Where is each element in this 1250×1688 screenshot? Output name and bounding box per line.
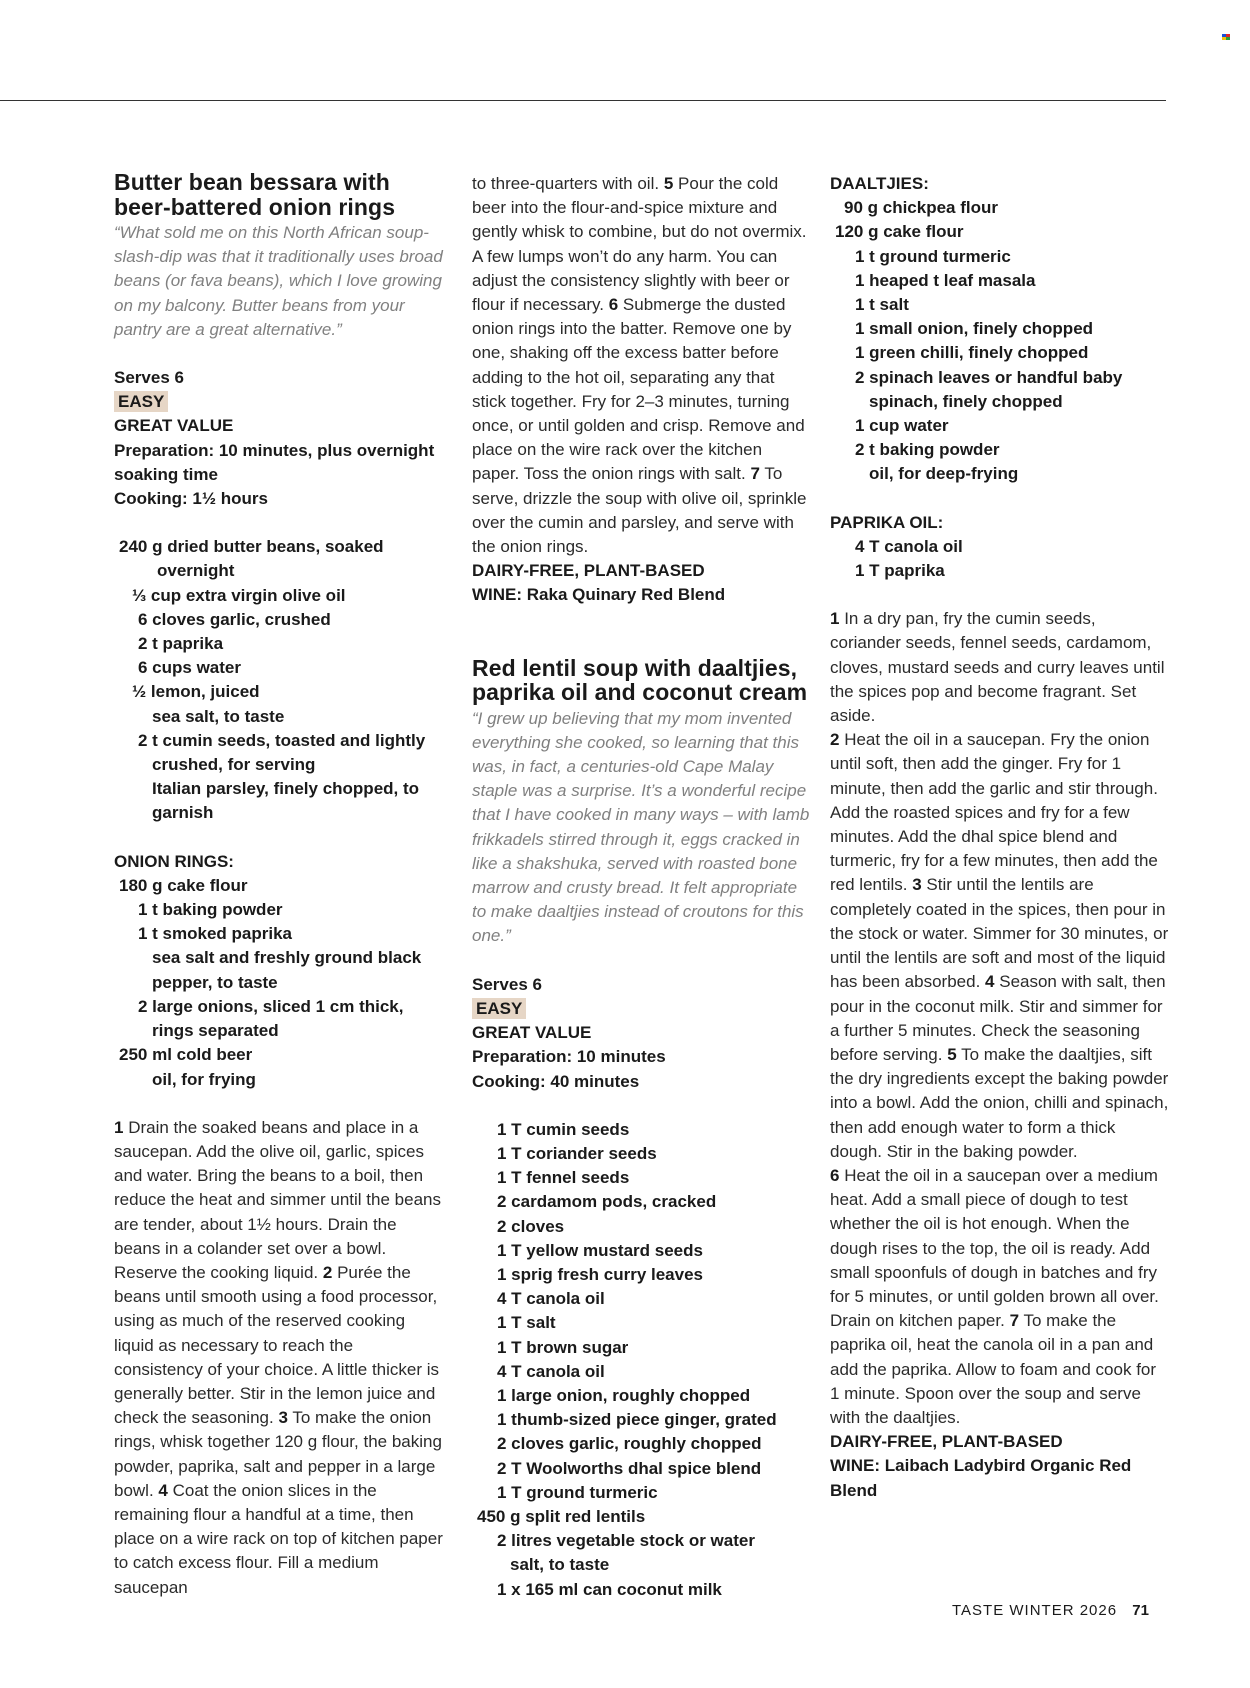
- recipe2-title: Red lentil soup with daaltjies, paprika oil and coconut cream: [472, 654, 808, 706]
- recipe2-intro: “I grew up believing that my mom invented everything she cooked, so learning that this was, in fact, a centuries-old Cape Malay staple was a surprise. It’s a wonderful recipe that I have cooked in many ways – with lamb frikkadels stirred through it, eggs cracked in like a shakshuka, served with roasted bone marrow and crusty bread. It felt appropriate to make daaltjies instead of croutons for this one.”: [472, 708, 810, 946]
- ingredient-item: 1 t ground turmeric: [855, 246, 1011, 266]
- ingredient-item: 2 large onions, sliced 1 cm thick, rings separated: [138, 996, 404, 1041]
- ingredient-item: oil, for deep-frying: [869, 464, 1019, 484]
- recipe2-method: 1 In a dry pan, fry the cumin seeds, coriander seeds, fennel seeds, cardamom, cloves, mustard seeds and curry leaves until the spices pop and become fragrant. Set aside. 2 Heat the oil in a saucepan. Fry the onion until soft, then add the ginger. Fry for 1 minute, then add the garlic and stir through. Add the roasted spices and fry for a few minutes. Add the dhal spice blend and turmeric, fry for a few minutes, then add the red lentils. 3 Stir until the lentils are completely coated in the spices, then pour in the stock or water. Simmer for 30 minutes, or until the lentils are soft and most of the liquid has been absorbed. 4 Season with salt, then pour in the coconut milk. Stir and simmer for a further 5 minutes. Check the seasoning before serving. 5 To make the daaltjies, sift the dry ingredients except the baking powder into a bowl. Add the onion, chilli and spinach, then add enough water to form a thick dough. Stir in the baking powder. 6 Heat the oil in a saucepan over a medium heat. Add a small piece of dough to test whether the oil is hot enough. When the dough rises to the top, the oil is ready. Add small spoonfuls of dough in batches and fry for 5 minutes, or until golden brown all over. Drain on kitchen paper. 7 To make the paprika oil, heat the canola oil in a pan and add the paprika. Allow to foam and cook for 1 minute. Spoon over the soup and serve with the daaltjies.: [830, 609, 1169, 1427]
- recipe1-difficulty-badge: EASY: [114, 391, 168, 412]
- ingredient-item: 1 t salt: [855, 295, 909, 315]
- ingredient-item: 1 thumb-sized piece ginger, grated: [497, 1410, 777, 1430]
- recipe2-ingredients: [472, 1118, 812, 1602]
- onion-rings-ingredients: [114, 874, 444, 1092]
- recipe2-cooking: Cooking: 40 minutes: [472, 1071, 640, 1091]
- ingredient-item: 2 t paprika: [138, 634, 224, 654]
- ingredient-item: 1 T ground turmeric: [497, 1482, 658, 1502]
- page-number: 71: [1132, 1602, 1149, 1619]
- ingredient-item: 1 T fennel seeds: [497, 1168, 630, 1188]
- recipe1-value: GREAT VALUE: [114, 416, 234, 436]
- recipe1-wine: WINE: Raka Quinary Red Blend: [472, 585, 726, 605]
- ingredient-item: 4 T canola oil: [497, 1361, 605, 1381]
- ingredient-item: 1 t baking powder: [138, 900, 283, 920]
- recipe2-serves: Serves 6: [472, 974, 542, 994]
- ingredient-item: Italian parsley, finely chopped, to garnish: [152, 779, 420, 823]
- ingredient-item: 1 T salt: [497, 1313, 556, 1333]
- ingredient-item: 2 spinach leaves or handful baby spinach, finely chopped: [855, 367, 1123, 411]
- ingredient-item: 1 small onion, finely chopped: [855, 319, 1094, 339]
- ingredient-item: 1 T paprika: [855, 561, 945, 581]
- ingredient-item: 1 heaped t leaf masala: [855, 270, 1036, 290]
- recipe1-intro: “What sold me on this North African soup-slash-dip was that it traditionally uses broad beans (or fava beans), which I love growing on my balcony. Butter beans from your pantry are a great alternative.”: [114, 223, 443, 339]
- recipe2-wine: WINE: Laibach Ladybird Organic Red Blend: [830, 1456, 1132, 1500]
- ingredient-item: 4 T canola oil: [497, 1289, 605, 1309]
- ingredient-item: 2 T Woolworths dhal spice blend: [497, 1458, 762, 1478]
- ingredient-item: 1 cup water: [855, 416, 949, 436]
- column-1: [114, 170, 444, 1600]
- ingredient-item: ½ lemon, juiced: [132, 682, 260, 702]
- ingredient-item: oil, for frying: [152, 1069, 256, 1089]
- recipe1-method-continued: to three-quarters with oil. 5 Pour the cold beer into the flour-and-spice mixture and gently whisk to combine, but do not overmix. A few lumps won’t do any harm. You can adjust the consistency slightly with beer or flour if necessary. 6 Submerge the dusted onion rings into the batter. Remove one by one, shaking off the excess batter before adding to the hot oil, separating any that stick together. Fry for 2–3 minutes, turning once, or until golden and crisp. Remove and place on the wire rack over the kitchen paper. Toss the onion rings with salt. 7 To serve, drizzle the soup with olive oil, sprinkle over the cumin and parsley, and serve with the onion rings.: [472, 174, 807, 557]
- ingredient-item: 2 cloves garlic, roughly chopped: [497, 1434, 762, 1454]
- ingredient-item: 2 t baking powder: [855, 440, 1000, 460]
- ingredient-item: 1 T brown sugar: [497, 1337, 629, 1357]
- daaltjies-heading: DAALTJIES:: [830, 174, 929, 193]
- paprika-oil-heading: PAPRIKA OIL:: [830, 512, 944, 532]
- ingredient-item: 120 g cake flour: [835, 222, 964, 242]
- ingredient-item: 250 ml cold beer: [119, 1045, 253, 1065]
- ingredient-item: 1 T yellow mustard seeds: [497, 1240, 703, 1260]
- ingredient-item: 1 T cumin seeds: [497, 1119, 630, 1139]
- ingredient-item: 180 g cake flour: [119, 875, 248, 895]
- onion-rings-heading: ONION RINGS:: [114, 851, 234, 871]
- recipe2-preparation: Preparation: 10 minutes: [472, 1047, 666, 1067]
- recipe2-value: GREAT VALUE: [472, 1023, 592, 1043]
- ingredient-item: 6 cups water: [138, 658, 241, 678]
- top-rule: [0, 100, 1166, 101]
- column-2: [472, 172, 812, 1602]
- recipe1-dietary: DAIRY-FREE, PLANT-BASED: [472, 561, 705, 581]
- ingredient-item: 1 large onion, roughly chopped: [497, 1385, 751, 1405]
- ingredient-item: 450 g split red lentils: [477, 1506, 646, 1526]
- ingredient-item: 1 t smoked paprika: [138, 924, 293, 944]
- ingredient-item: 2 cloves: [497, 1216, 565, 1236]
- ingredient-item: sea salt, to taste: [152, 706, 285, 726]
- ingredient-item: 2 litres vegetable stock or water: [497, 1531, 755, 1551]
- recipe1-serves: Serves 6: [114, 368, 184, 388]
- recipe1-method: 1 Drain the soaked beans and place in a saucepan. Add the olive oil, garlic, spices and water. Bring the beans to a boil, then reduce the heat and simmer until the beans are tender, about 1½ hours. Drain the beans in a colander set over a bowl. Reserve the cooking liquid. 2 Purée the beans until smooth using a food processor, using as much of the reserved cooking liquid as necessary to reach the consistency of your choice. A little thicker is generally better. Stir in the lemon juice and check the seasoning. 3 To make the onion rings, whisk together 120 g flour, the baking powder, paprika, salt and pepper in a large bowl. 4 Coat the onion slices in the remaining flour a handful at a time, then place on a wire rack on top of kitchen paper to catch excess flour. Fill a medium saucepan: [114, 1117, 443, 1597]
- color-mark: [1222, 34, 1230, 40]
- recipe1-preparation: Preparation: 10 minutes, plus overnight soaking time: [114, 440, 435, 484]
- ingredient-item: 2 t cumin seeds, toasted and lightly crushed, for serving: [138, 730, 426, 775]
- ingredient-item: 90 g chickpea flour: [844, 198, 998, 218]
- recipe2-difficulty-badge: EASY: [472, 998, 526, 1019]
- column-3: [830, 172, 1170, 1503]
- ingredient-item: sea salt and freshly ground black pepper, to taste: [152, 948, 422, 992]
- page-footer: [952, 1602, 1149, 1619]
- magazine-name: TASTE WINTER 2026: [952, 1602, 1118, 1619]
- ingredient-item: 4 T canola oil: [855, 536, 963, 556]
- ingredient-item: 6 cloves garlic, crushed: [138, 609, 331, 629]
- ingredient-item: 1 green chilli, finely chopped: [855, 343, 1089, 363]
- paprika-oil-ingredients: [830, 535, 1170, 583]
- recipe1-cooking: Cooking: 1½ hours: [114, 489, 268, 509]
- ingredient-item: salt, to taste: [510, 1555, 610, 1575]
- daaltjies-ingredients: [830, 196, 1170, 486]
- ingredient-item: 1 x 165 ml can coconut milk: [497, 1579, 722, 1599]
- ingredient-item: 1 sprig fresh curry leaves: [497, 1264, 704, 1284]
- recipe1-ingredients: [114, 535, 444, 825]
- recipe2-dietary: DAIRY-FREE, PLANT-BASED: [830, 1432, 1063, 1452]
- ingredient-item: 2 cardamom pods, cracked: [497, 1192, 717, 1212]
- ingredient-item: 240 g dried butter beans, soaked overnight: [119, 537, 384, 581]
- ingredient-item: ⅓ cup extra virgin olive oil: [132, 585, 346, 605]
- ingredient-item: 1 T coriander seeds: [497, 1143, 657, 1163]
- recipe1-title: Butter bean bessara with beer-battered onion rings: [114, 169, 396, 220]
